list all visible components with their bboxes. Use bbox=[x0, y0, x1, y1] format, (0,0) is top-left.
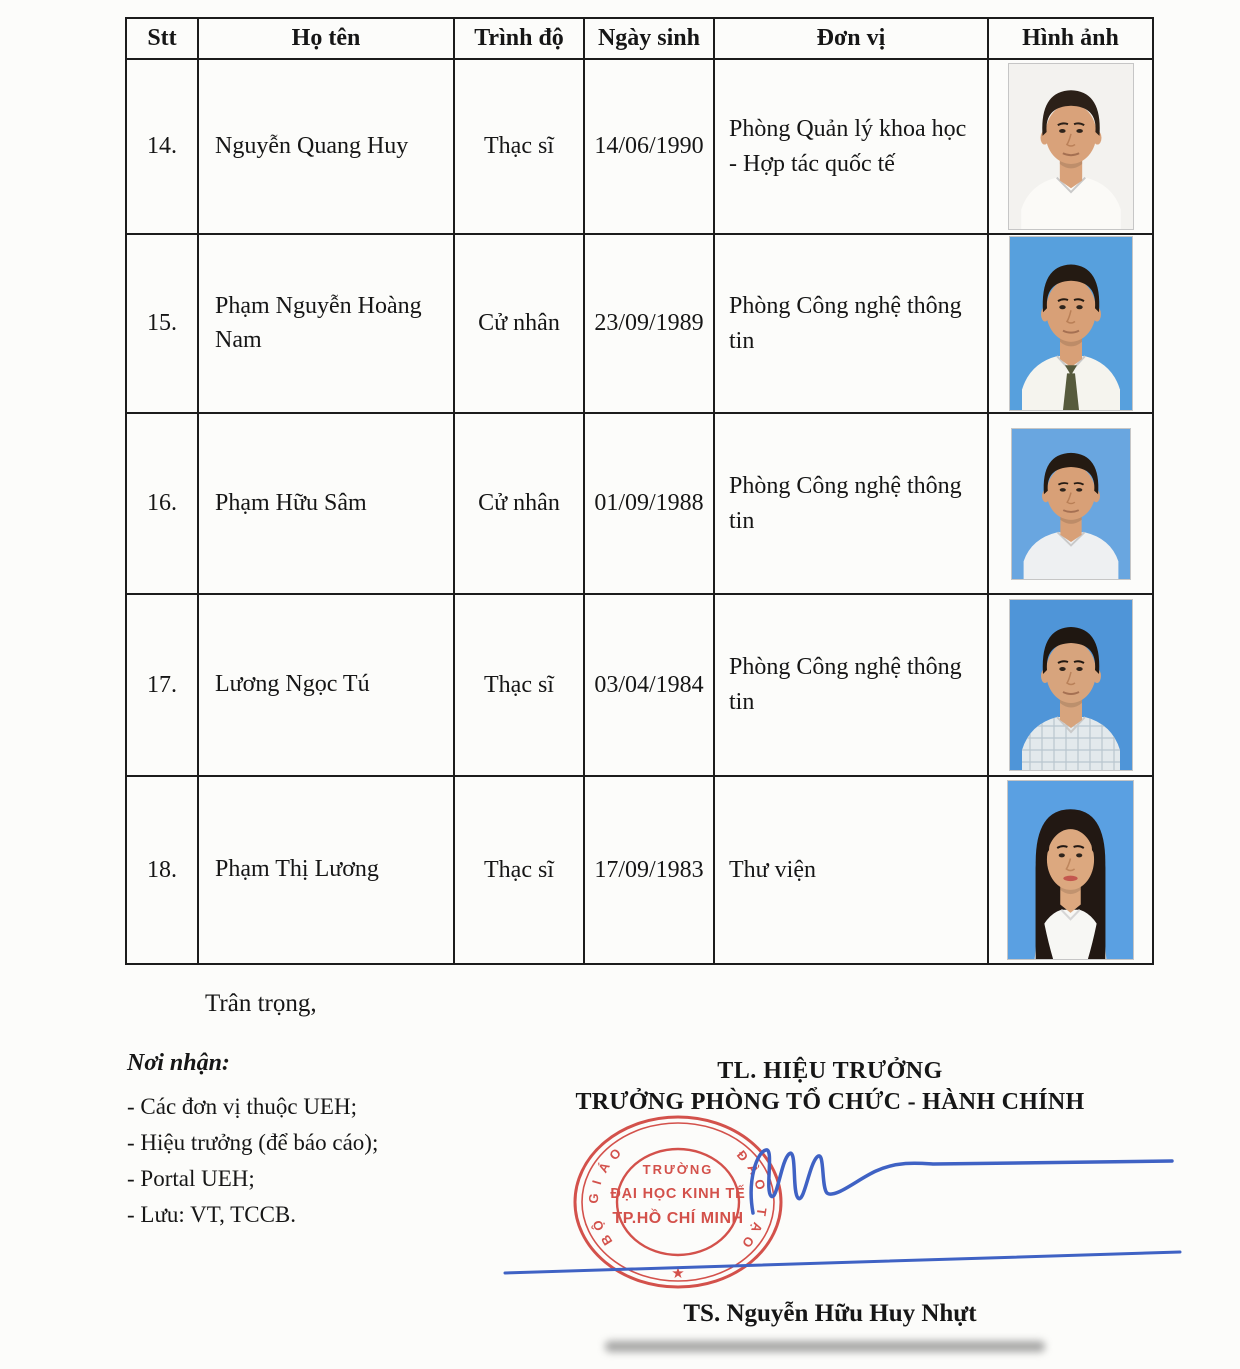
column-header: Stt bbox=[126, 18, 198, 59]
cell-stt: 16. bbox=[126, 413, 198, 594]
authority-line2: TRƯỞNG PHÒNG TỔ CHỨC - HÀNH CHÍNH bbox=[575, 1089, 1085, 1115]
cell-photo bbox=[988, 234, 1153, 413]
cell-unit: Phòng Công nghệ thông tin bbox=[714, 594, 988, 776]
cell-name: Phạm Nguyễn Hoàng Nam bbox=[198, 234, 454, 413]
recipients-title: Nơi nhận: bbox=[127, 1050, 230, 1076]
cell-degree: Thạc sĩ bbox=[454, 776, 584, 964]
signer-name: TS. Nguyễn Hữu Huy Nhựt bbox=[683, 1300, 977, 1327]
table-row bbox=[126, 234, 1153, 413]
stamp-ring-letter: Ạ bbox=[748, 1220, 766, 1236]
stamp-ring-letter: O bbox=[751, 1177, 769, 1192]
cell-birth-date: 23/09/1989 bbox=[584, 234, 714, 413]
recipient-item: - Các đơn vị thuộc UEH; bbox=[127, 1094, 357, 1119]
cell-degree: Thạc sĩ bbox=[454, 59, 584, 234]
stamp-ring-letter: B bbox=[597, 1231, 616, 1249]
stamp-outer-ring bbox=[575, 1117, 781, 1287]
recipients-block bbox=[127, 1050, 378, 1233]
stamp-ring-letter: Đ bbox=[733, 1147, 752, 1165]
recipient-item: - Portal UEH; bbox=[127, 1166, 255, 1191]
recipient-item: - Lưu: VT, TCCB. bbox=[127, 1202, 297, 1227]
cell-unit: Phòng Công nghệ thông tin bbox=[714, 234, 988, 413]
official-stamp bbox=[568, 1110, 788, 1295]
staff-photo bbox=[1010, 237, 1132, 410]
table-row bbox=[126, 594, 1153, 776]
cell-photo bbox=[988, 59, 1153, 234]
cell-birth-date: 17/09/1983 bbox=[584, 776, 714, 964]
cell-photo bbox=[988, 776, 1153, 964]
cell-photo bbox=[988, 413, 1153, 594]
cell-unit: Phòng Công nghệ thông tin bbox=[714, 413, 988, 594]
table-body bbox=[126, 59, 1153, 964]
signature-scribble bbox=[751, 1150, 1172, 1213]
cell-stt: 17. bbox=[126, 594, 198, 776]
recipients-list bbox=[127, 1089, 378, 1233]
table-row bbox=[126, 59, 1153, 234]
authority-line1: TL. HIỆU TRƯỞNG bbox=[717, 1058, 943, 1084]
cell-name: Phạm Hữu Sâm bbox=[198, 413, 454, 594]
column-header: Ngày sinh bbox=[584, 18, 714, 59]
stamp-center-line2: ĐẠI HỌC KINH TẾ bbox=[610, 1186, 746, 1202]
stamp-ring-letter: Á bbox=[595, 1159, 614, 1176]
cell-photo bbox=[988, 594, 1153, 776]
stamp-center-line1: TRƯỜNG bbox=[642, 1162, 714, 1177]
staff-photo bbox=[1008, 781, 1133, 959]
staff-photo bbox=[1010, 600, 1132, 770]
cell-stt: 15. bbox=[126, 234, 198, 413]
authority-block bbox=[470, 1058, 1190, 1116]
cell-birth-date: 14/06/1990 bbox=[584, 59, 714, 234]
stamp-star-icon: ★ bbox=[671, 1265, 685, 1282]
cell-name: Lương Ngọc Tú bbox=[198, 594, 454, 776]
column-header: Đơn vị bbox=[714, 18, 988, 59]
cell-degree: Cử nhân bbox=[454, 234, 584, 413]
staff-table bbox=[125, 17, 1154, 965]
scan-smudge-artifact bbox=[605, 1341, 1045, 1352]
cell-degree: Thạc sĩ bbox=[454, 594, 584, 776]
column-header: Họ tên bbox=[198, 18, 454, 59]
stamp-ring-letter: À bbox=[744, 1161, 763, 1178]
stamp-ring-letter: G bbox=[585, 1192, 602, 1204]
column-header: Hình ảnh bbox=[988, 18, 1153, 59]
cell-birth-date: 03/04/1984 bbox=[584, 594, 714, 776]
stamp-center-line3: TP.HỒ CHÍ MINH bbox=[612, 1210, 744, 1227]
table-row bbox=[126, 413, 1153, 594]
column-header: Trình độ bbox=[454, 18, 584, 59]
stamp-ring-letter: T bbox=[753, 1206, 770, 1218]
cell-name: Nguyễn Quang Huy bbox=[198, 59, 454, 234]
cell-stt: 14. bbox=[126, 59, 198, 234]
cell-birth-date: 01/09/1988 bbox=[584, 413, 714, 594]
staff-photo bbox=[1012, 429, 1130, 579]
staff-photo bbox=[1009, 64, 1133, 229]
stamp-ring-letter: O bbox=[738, 1233, 758, 1251]
stamp-ring-letter: O bbox=[606, 1145, 625, 1164]
closing-text: Trân trọng, bbox=[205, 990, 317, 1017]
table-header-row bbox=[126, 18, 1153, 59]
cell-name: Phạm Thị Lương bbox=[198, 776, 454, 964]
stamp-ring-letter: I bbox=[588, 1178, 605, 1187]
cell-degree: Cử nhân bbox=[454, 413, 584, 594]
stamp-ring-letter: Ộ bbox=[589, 1217, 607, 1233]
cell-unit: Phòng Quản lý khoa học - Hợp tác quốc tế bbox=[714, 59, 988, 234]
recipient-item: - Hiệu trưởng (để báo cáo); bbox=[127, 1130, 379, 1155]
cell-unit: Thư viện bbox=[714, 776, 988, 964]
cell-stt: 18. bbox=[126, 776, 198, 964]
table-row bbox=[126, 776, 1153, 964]
